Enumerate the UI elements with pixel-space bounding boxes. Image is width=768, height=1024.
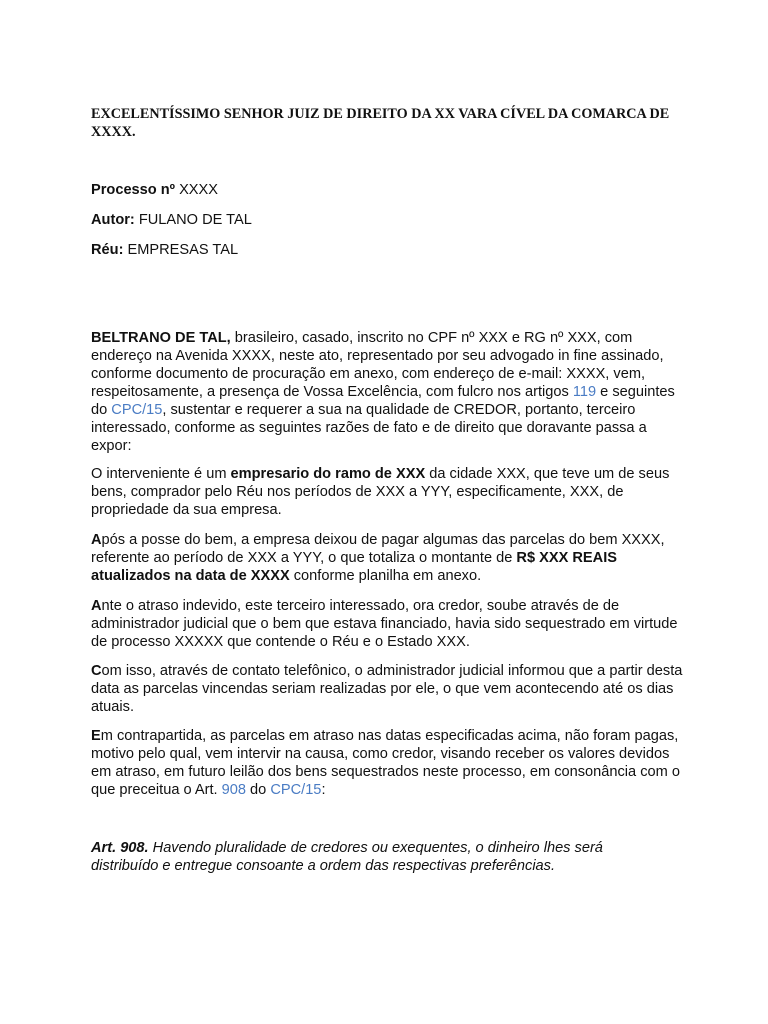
paragraph-text: : <box>321 782 326 798</box>
paragraph-text: om isso, através de contato telefônico, o administrador judicial informou que a partir desta data as parcelas vincendas seriam realizadas por ele, o que vem acontecendo até os dias atuais. <box>91 663 683 715</box>
initial-letter: A <box>91 598 102 614</box>
paragraph-intervener <box>91 465 686 519</box>
process-label: Processo nº <box>91 182 176 198</box>
paragraph-text: do <box>245 782 271 798</box>
defendant-line <box>91 241 691 259</box>
article-119-link[interactable]: 119 <box>572 384 597 400</box>
paragraph-text: e seguintes do <box>91 384 675 418</box>
bold-text: R$ XXX REAIS atualizados na data de XXXX <box>91 550 617 584</box>
defendant-label: Réu: <box>91 242 124 258</box>
paragraph-text: conforme planilha em anexo. <box>289 568 482 584</box>
paragraph-counterpart <box>91 727 686 799</box>
party-name: BELTRANO DE TAL, <box>91 330 231 346</box>
legal-quote <box>91 839 651 875</box>
paragraph-text: da cidade XXX, que teve um de seus bens, comprador pelo Réu nos períodos de XXX a YYY, especificamente, XXX, de propriedade da sua empresa. <box>91 466 670 518</box>
article-908-link[interactable]: 908 <box>221 782 246 798</box>
defendant-value: EMPRESAS TAL <box>127 242 239 258</box>
cpc-link[interactable]: CPC/15 <box>270 782 322 798</box>
paragraph-text: O interveniente é um <box>91 466 231 482</box>
paragraph-delay <box>91 597 686 651</box>
initial-letter: C <box>91 663 102 679</box>
process-value: XXXX <box>179 182 219 198</box>
paragraph-possession <box>91 531 686 585</box>
paragraph-contact <box>91 662 686 716</box>
paragraph-text: m contrapartida, as parcelas em atraso nas datas especificadas acima, não foram pagas, motivo pelo qual, vem intervir na causa, como credor, visando receber os valores devidos em atraso, em futuro leilão dos bens sequestrados neste processo, em consonância com o que preceitua o Art. <box>91 728 680 798</box>
bold-text: empresario do ramo de XXX <box>230 466 426 482</box>
paragraph-text: pós a posse do bem, a empresa deixou de pagar algumas das parcelas do bem XXXX, referente ao período de XXX a YYY, o que totaliza o montante de <box>91 532 665 566</box>
initial-letter: E <box>91 728 101 744</box>
cpc-link[interactable]: CPC/15 <box>111 402 163 418</box>
author-line <box>91 211 691 229</box>
paragraph-qualification <box>91 329 686 455</box>
author-value: FULANO DE TAL <box>138 212 252 228</box>
author-label: Autor: <box>91 212 135 228</box>
paragraph-text: , sustentar e requerer a sua na qualidade de CREDOR, portanto, terceiro interessado, conforme as seguintes razões de fato e de direito que doravante passa a expor: <box>91 402 647 454</box>
document-heading: EXCELENTÍSSIMO SENHOR JUIZ DE DIREITO DA XX VARA CÍVEL DA COMARCA DE XXXX. <box>91 106 670 140</box>
initial-letter: A <box>91 532 102 548</box>
quote-article: Art. 908. <box>91 840 149 856</box>
process-line <box>91 181 691 199</box>
paragraph-text: nte o atraso indevido, este terceiro interessado, ora credor, soube através de de administrador judicial que o bem que estava financiado, havia sido sequestrado em virtude de processo XXXXX que contende o Réu e o Estado XXX. <box>91 598 678 650</box>
paragraph-text: brasileiro, casado, inscrito no CPF nº XXX e RG nº XXX, com endereço na Avenida XXXX, neste ato, representado por seu advogado in fine assinado, conforme documento de procuração em anexo, com endereço de e-mail: XXXX, vem, respeitosamente, a presença de Vossa Excelência, com fulcro nos artigos <box>91 330 664 400</box>
quote-text: Havendo pluralidade de credores ou exequentes, o dinheiro lhes será distribuído e entregue consoante a ordem das respectivas preferências. <box>91 840 603 874</box>
